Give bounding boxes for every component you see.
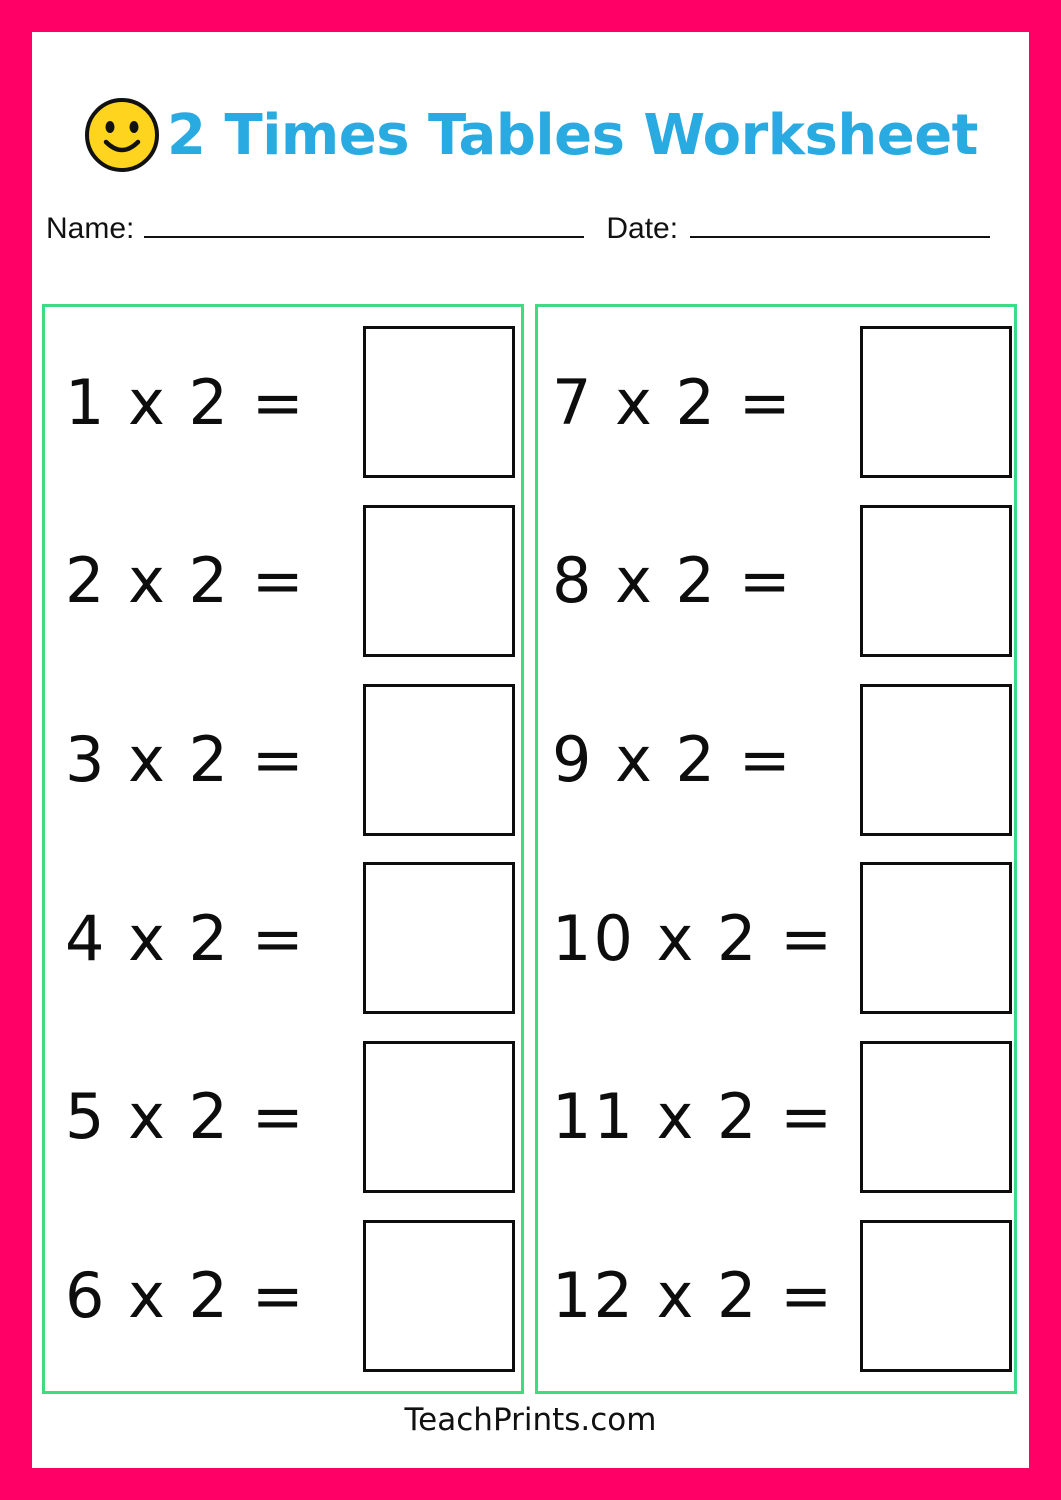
problem-row bbox=[45, 1221, 521, 1371]
smiley-face-icon bbox=[83, 96, 161, 174]
answer-box[interactable] bbox=[363, 505, 515, 657]
worksheet-header bbox=[32, 80, 1029, 190]
problem-expression: 1 x 2 = bbox=[65, 365, 306, 439]
answer-box[interactable] bbox=[363, 862, 515, 1014]
worksheet-sheet bbox=[32, 32, 1029, 1468]
problem-row bbox=[45, 685, 521, 835]
problem-expression: 4 x 2 = bbox=[65, 901, 306, 975]
page-title: 2 Times Tables Worksheet bbox=[167, 102, 978, 168]
answer-box[interactable] bbox=[860, 326, 1012, 478]
problem-row bbox=[45, 1042, 521, 1192]
problem-row bbox=[45, 863, 521, 1013]
answer-box[interactable] bbox=[860, 1220, 1012, 1372]
problem-row bbox=[538, 506, 1014, 656]
problem-row bbox=[538, 863, 1014, 1013]
problem-expression: 2 x 2 = bbox=[65, 544, 306, 618]
problem-expression: 10 x 2 = bbox=[552, 901, 835, 975]
problem-columns bbox=[42, 304, 1017, 1394]
problem-expression: 3 x 2 = bbox=[65, 723, 306, 797]
problem-column-left bbox=[42, 304, 524, 1394]
footer-credit: TeachPrints.com bbox=[404, 1402, 657, 1438]
problem-expression: 8 x 2 = bbox=[552, 544, 793, 618]
problem-expression: 7 x 2 = bbox=[552, 365, 793, 439]
problem-row bbox=[45, 506, 521, 656]
problem-row bbox=[45, 327, 521, 477]
name-label: Name: bbox=[46, 212, 135, 245]
answer-box[interactable] bbox=[363, 1041, 515, 1193]
date-input[interactable] bbox=[690, 210, 990, 238]
problem-row bbox=[538, 1042, 1014, 1192]
problem-column-right bbox=[535, 304, 1017, 1394]
answer-box[interactable] bbox=[363, 684, 515, 836]
answer-box[interactable] bbox=[860, 505, 1012, 657]
answer-box[interactable] bbox=[860, 1041, 1012, 1193]
problem-expression: 11 x 2 = bbox=[552, 1080, 835, 1154]
answer-box[interactable] bbox=[363, 326, 515, 478]
name-input[interactable] bbox=[144, 210, 584, 238]
problem-expression: 9 x 2 = bbox=[552, 723, 793, 797]
answer-box[interactable] bbox=[860, 862, 1012, 1014]
problem-expression: 5 x 2 = bbox=[65, 1080, 306, 1154]
problem-row bbox=[538, 1221, 1014, 1371]
date-label: Date: bbox=[606, 212, 679, 245]
problem-expression: 6 x 2 = bbox=[65, 1259, 306, 1333]
worksheet-footer bbox=[32, 1402, 1029, 1438]
answer-box[interactable] bbox=[363, 1220, 515, 1372]
answer-box[interactable] bbox=[860, 684, 1012, 836]
problem-row bbox=[538, 327, 1014, 477]
name-date-row bbox=[46, 210, 1021, 258]
problem-expression: 12 x 2 = bbox=[552, 1259, 835, 1333]
problem-row bbox=[538, 685, 1014, 835]
